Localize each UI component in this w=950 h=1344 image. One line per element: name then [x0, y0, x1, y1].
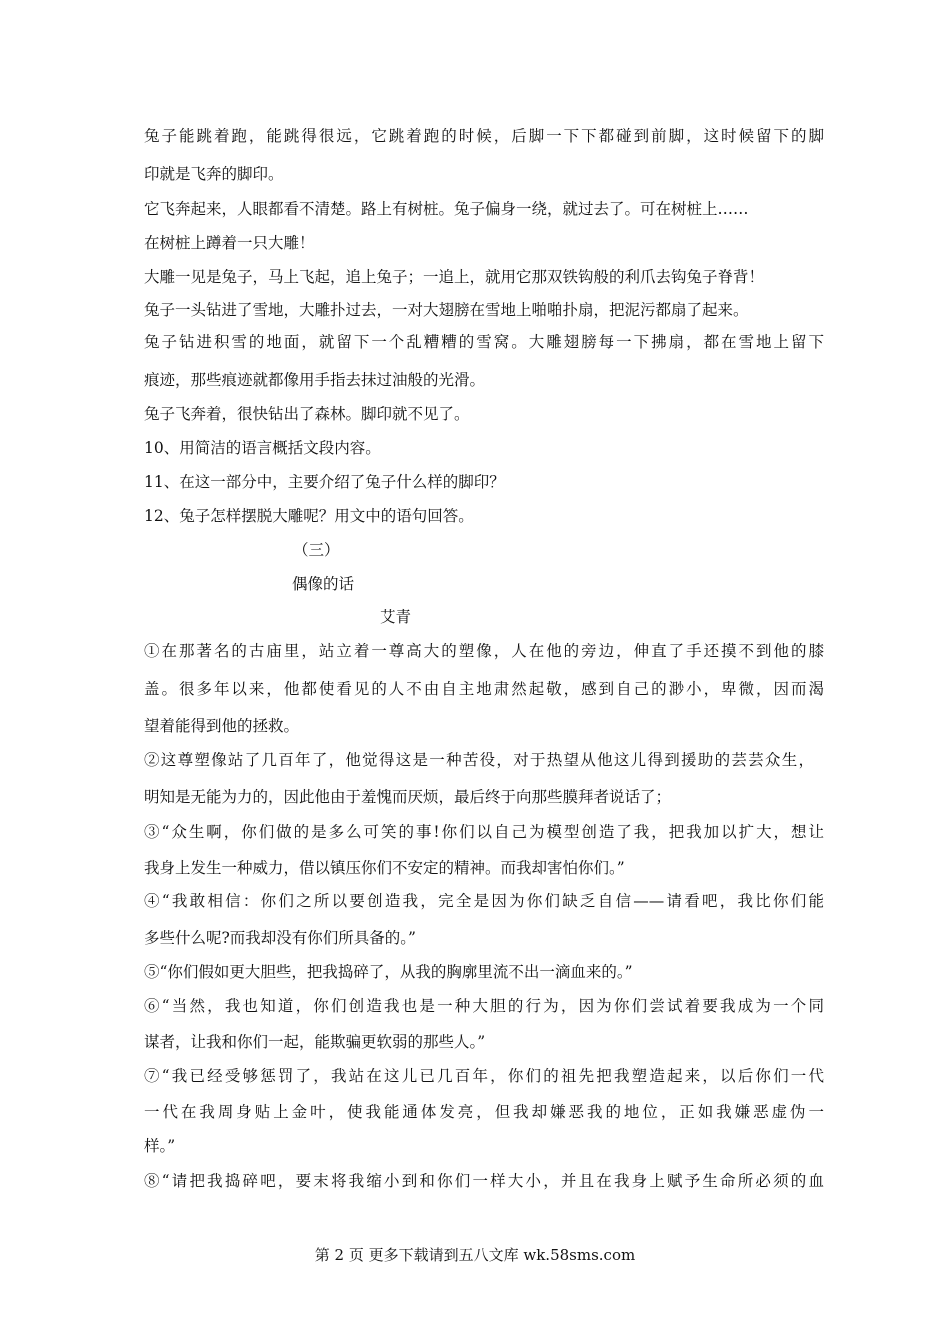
text-line: 多些什么呢?而我却没有你们所具备的。”	[144, 929, 416, 947]
text-line: 盖。很多年以来，他都使看见的人不由自主地肃然起敬，感到自己的渺小，卑微，因而渴	[144, 680, 824, 698]
text-line: ④“我敢相信：你们之所以要创造我，完全是因为你们缺乏自信——请看吧，我比你们能	[144, 892, 824, 910]
text-line: 兔子钻进积雪的地面，就留下一个乱糟糟的雪窝。大雕翅膀每一下拂扇，都在雪地上留下	[144, 333, 824, 351]
section-number: （三）	[293, 541, 340, 559]
text-line: ⑧“请把我捣碎吧，要末将我缩小到和你们一样大小，并且在我身上赋予生命所必须的血	[144, 1172, 824, 1190]
text-line: ③“众生啊，你们做的是多么可笑的事!你们以自己为模型创造了我，把我加以扩大，想让	[144, 823, 824, 841]
text-line: 印就是飞奔的脚印。	[144, 165, 284, 183]
text-line: 一代在我周身贴上金叶，使我能通体发亮，但我却嫌恶我的地位，正如我嫌恶虚伪一	[144, 1103, 824, 1121]
text-line: 谋者，让我和你们一起，能欺骗更软弱的那些人。”	[144, 1033, 486, 1051]
section-title: 偶像的话	[292, 575, 355, 593]
text-line: 兔子能跳着跑，能跳得很远，它跳着跑的时候，后脚一下下都碰到前脚，这时候留下的脚	[144, 127, 824, 145]
text-line: 兔子飞奔着，很快钻出了森林。脚印就不见了。	[144, 405, 470, 423]
section-author: 艾青	[380, 608, 412, 626]
text-line: 痕迹，那些痕迹就都像用手指去抹过油般的光滑。	[144, 371, 486, 389]
text-line: ②这尊塑像站了几百年了，他觉得这是一种苦役，对于热望从他这儿得到援助的芸芸众生，	[144, 751, 814, 769]
question-12: 12、兔子怎样摆脱大雕呢？用文中的语句回答。	[144, 507, 474, 525]
text-line: 样。”	[144, 1137, 176, 1155]
question-11: 11、在这一部分中，主要介绍了兔子什么样的脚印？	[144, 473, 505, 491]
text-line: 大雕一见是兔子，马上飞起，追上兔子；一追上，就用它那双铁钩般的利爪去钩兔子脊背！	[144, 268, 765, 286]
text-line: ⑥“当然，我也知道，你们创造我也是一种大胆的行为，因为你们尝试着要我成为一个同	[144, 997, 824, 1015]
text-line: 兔子一头钻进了雪地，大雕扑过去，一对大翅膀在雪地上啪啪扑扇，把泥污都扇了起来。	[144, 301, 749, 319]
text-line: ⑤“你们假如更大胆些，把我捣碎了，从我的胸廓里流不出一滴血来的。”	[144, 963, 633, 981]
text-line: 在树桩上蹲着一只大雕！	[144, 234, 315, 252]
question-10: 10、用简洁的语言概括文段内容。	[144, 439, 381, 457]
text-line: 望着能得到他的拯救。	[144, 717, 300, 735]
text-line: ⑦“我已经受够惩罚了，我站在这儿已几百年，你们的祖先把我塑造起来，以后你们一代	[144, 1067, 824, 1085]
text-line: ①在那著名的古庙里，站立着一尊高大的塑像，人在他的旁边，伸直了手还摸不到他的膝	[144, 642, 824, 660]
text-line: 它飞奔起来，人眼都看不清楚。路上有树桩。兔子偏身一绕，就过去了。可在树桩上……	[144, 200, 749, 218]
text-line: 我身上发生一种威力，借以镇压你们不安定的精神。而我却害怕你们。”	[144, 859, 625, 877]
text-line: 明知是无能为力的，因此他由于羞愧而厌烦，最后终于向那些膜拜者说话了；	[144, 788, 672, 806]
page-footer: 第 2 页 更多下载请到五八文库 wk.58sms.com	[314, 1246, 636, 1264]
